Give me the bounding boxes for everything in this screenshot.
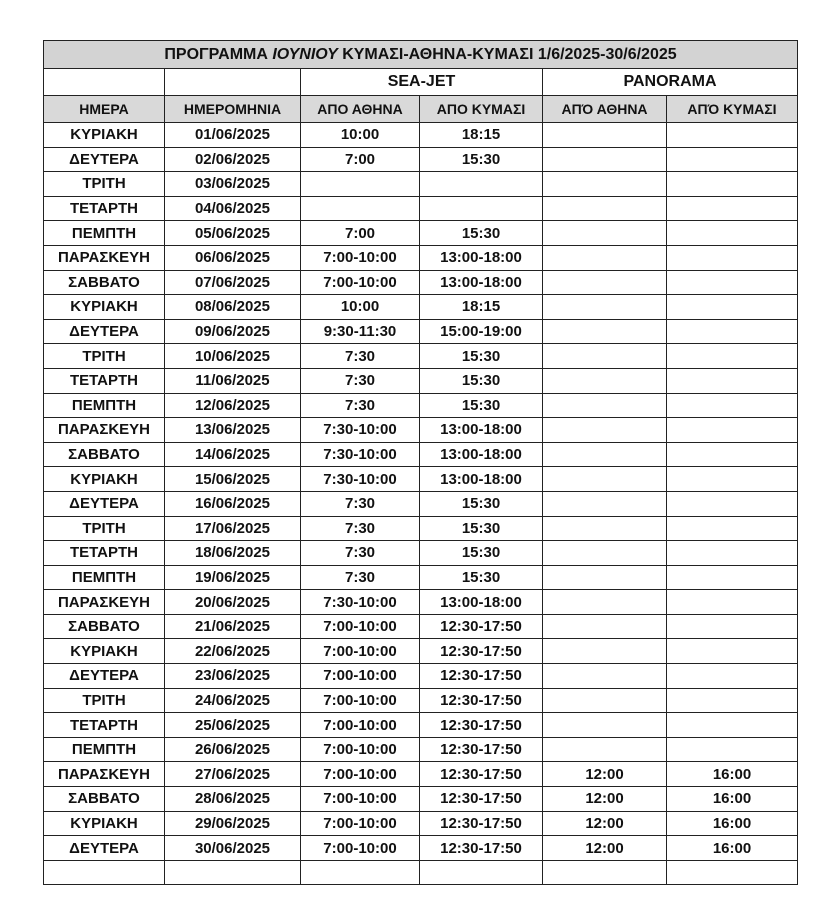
seajet-kymasi-time-cell: 13:00-18:00	[420, 590, 543, 615]
seajet-kymasi-time-cell: 12:30-17:50	[420, 762, 543, 787]
day-cell: ΣΑΒΒΑΤΟ	[44, 442, 165, 467]
panorama-athens-time-cell	[543, 319, 667, 344]
panorama-athens-time-cell	[543, 590, 667, 615]
day-cell: ΚΥΡΙΑΚΗ	[44, 295, 165, 320]
table-row	[44, 614, 798, 639]
seajet-kymasi-time-cell: 15:30	[420, 491, 543, 516]
panorama-athens-time-cell: 12:00	[543, 836, 667, 861]
seajet-athens-time-cell: 10:00	[301, 123, 420, 148]
date-cell: 26/06/2025	[165, 737, 301, 762]
panorama-athens-time-cell	[543, 344, 667, 369]
panorama-athens-time-cell	[543, 270, 667, 295]
company-panorama: PANORAMA	[543, 69, 798, 96]
seajet-athens-time-cell: 7:00-10:00	[301, 245, 420, 270]
seajet-kymasi-time-cell: 15:30	[420, 393, 543, 418]
seajet-athens-time-cell: 7:00-10:00	[301, 688, 420, 713]
date-cell: 08/06/2025	[165, 295, 301, 320]
day-cell: ΔΕΥΤΕΡΑ	[44, 491, 165, 516]
panorama-athens-time-cell	[543, 393, 667, 418]
blank-cell	[543, 860, 667, 885]
seajet-athens-time-cell: 9:30-11:30	[301, 319, 420, 344]
panorama-athens-time-cell	[543, 664, 667, 689]
panorama-athens-time-cell	[543, 123, 667, 148]
panorama-kymasi-time-cell	[667, 664, 798, 689]
seajet-kymasi-time-cell	[420, 196, 543, 221]
date-cell: 04/06/2025	[165, 196, 301, 221]
panorama-kymasi-time-cell	[667, 393, 798, 418]
panorama-kymasi-time-cell: 16:00	[667, 836, 798, 861]
date-cell: 05/06/2025	[165, 221, 301, 246]
day-cell: ΤΕΤΑΡΤΗ	[44, 541, 165, 566]
date-cell: 02/06/2025	[165, 147, 301, 172]
seajet-athens-time-cell: 10:00	[301, 295, 420, 320]
date-cell: 27/06/2025	[165, 762, 301, 787]
date-cell: 21/06/2025	[165, 614, 301, 639]
panorama-kymasi-time-cell	[667, 590, 798, 615]
panorama-kymasi-time-cell	[667, 245, 798, 270]
date-cell: 07/06/2025	[165, 270, 301, 295]
panorama-kymasi-time-cell	[667, 147, 798, 172]
seajet-kymasi-time-cell: 18:15	[420, 123, 543, 148]
table-row	[44, 565, 798, 590]
day-cell: ΤΕΤΑΡΤΗ	[44, 713, 165, 738]
day-cell: ΠΑΡΑΣΚΕΥΗ	[44, 418, 165, 443]
table-row	[44, 245, 798, 270]
blank-cell	[165, 860, 301, 885]
date-cell: 12/06/2025	[165, 393, 301, 418]
table-row	[44, 541, 798, 566]
seajet-athens-time-cell: 7:30-10:00	[301, 467, 420, 492]
date-cell: 14/06/2025	[165, 442, 301, 467]
table-row	[44, 172, 798, 197]
date-cell: 28/06/2025	[165, 787, 301, 812]
schedule-title	[44, 41, 798, 69]
seajet-kymasi-time-cell: 13:00-18:00	[420, 442, 543, 467]
seajet-kymasi-time-cell: 12:30-17:50	[420, 639, 543, 664]
date-cell: 23/06/2025	[165, 664, 301, 689]
table-row	[44, 123, 798, 148]
panorama-athens-time-cell	[543, 614, 667, 639]
table-row	[44, 368, 798, 393]
table-row	[44, 787, 798, 812]
title-route-dates: ΚΥΜΑΣΙ-ΑΘΗΝΑ-ΚΥΜΑΣΙ 1/6/2025-30/6/2025	[337, 45, 677, 63]
seajet-athens-time-cell: 7:00-10:00	[301, 270, 420, 295]
day-cell: ΠΕΜΠΤΗ	[44, 221, 165, 246]
seajet-kymasi-time-cell: 12:30-17:50	[420, 787, 543, 812]
seajet-kymasi-time-cell: 15:30	[420, 541, 543, 566]
header-seajet-from-kymasi: ΑΠΟ ΚΥΜΑΣΙ	[420, 96, 543, 123]
panorama-kymasi-time-cell	[667, 368, 798, 393]
seajet-kymasi-time-cell: 13:00-18:00	[420, 418, 543, 443]
header-seajet-from-athens: ΑΠΟ ΑΘΗΝΑ	[301, 96, 420, 123]
seajet-athens-time-cell: 7:00-10:00	[301, 836, 420, 861]
day-cell: ΚΥΡΙΑΚΗ	[44, 639, 165, 664]
seajet-athens-time-cell: 7:00-10:00	[301, 713, 420, 738]
date-cell: 19/06/2025	[165, 565, 301, 590]
panorama-athens-time-cell: 12:00	[543, 787, 667, 812]
seajet-kymasi-time-cell: 12:30-17:50	[420, 836, 543, 861]
panorama-athens-time-cell	[543, 737, 667, 762]
day-cell: ΤΡΙΤΗ	[44, 688, 165, 713]
panorama-kymasi-time-cell	[667, 172, 798, 197]
panorama-kymasi-time-cell	[667, 491, 798, 516]
seajet-athens-time-cell	[301, 196, 420, 221]
panorama-kymasi-time-cell	[667, 319, 798, 344]
panorama-kymasi-time-cell: 16:00	[667, 762, 798, 787]
table-row	[44, 664, 798, 689]
seajet-athens-time-cell: 7:00-10:00	[301, 664, 420, 689]
seajet-kymasi-time-cell: 15:30	[420, 344, 543, 369]
table-row	[44, 516, 798, 541]
panorama-athens-time-cell	[543, 368, 667, 393]
table-row	[44, 737, 798, 762]
seajet-athens-time-cell: 7:00-10:00	[301, 787, 420, 812]
seajet-kymasi-time-cell: 12:30-17:50	[420, 664, 543, 689]
day-cell: ΔΕΥΤΕΡΑ	[44, 664, 165, 689]
seajet-athens-time-cell: 7:00-10:00	[301, 762, 420, 787]
table-row	[44, 270, 798, 295]
table-row	[44, 221, 798, 246]
date-cell: 15/06/2025	[165, 467, 301, 492]
panorama-kymasi-time-cell	[667, 270, 798, 295]
panorama-athens-time-cell	[543, 688, 667, 713]
seajet-athens-time-cell: 7:30	[301, 541, 420, 566]
date-cell: 09/06/2025	[165, 319, 301, 344]
panorama-athens-time-cell	[543, 541, 667, 566]
blank-cell	[301, 860, 420, 885]
header-date: ΗΜΕΡΟΜΗΝΙΑ	[165, 96, 301, 123]
date-cell: 01/06/2025	[165, 123, 301, 148]
day-cell: ΠΕΜΠΤΗ	[44, 393, 165, 418]
date-cell: 25/06/2025	[165, 713, 301, 738]
seajet-kymasi-time-cell: 15:30	[420, 565, 543, 590]
table-row	[44, 762, 798, 787]
date-cell: 24/06/2025	[165, 688, 301, 713]
seajet-athens-time-cell: 7:30-10:00	[301, 590, 420, 615]
day-cell: ΤΕΤΑΡΤΗ	[44, 196, 165, 221]
panorama-athens-time-cell	[543, 467, 667, 492]
table-row	[44, 442, 798, 467]
title-prefix: ΠΡΟΓΡΑΜΜΑ	[164, 45, 273, 63]
blank-table-row	[44, 860, 798, 885]
table-row	[44, 393, 798, 418]
seajet-athens-time-cell: 7:30-10:00	[301, 418, 420, 443]
seajet-athens-time-cell: 7:00	[301, 221, 420, 246]
seajet-kymasi-time-cell: 18:15	[420, 295, 543, 320]
day-cell: ΠΑΡΑΣΚΕΥΗ	[44, 245, 165, 270]
date-cell: 11/06/2025	[165, 368, 301, 393]
ferry-schedule-table	[43, 40, 798, 885]
seajet-athens-time-cell: 7:30	[301, 565, 420, 590]
panorama-kymasi-time-cell: 16:00	[667, 787, 798, 812]
seajet-kymasi-time-cell: 12:30-17:50	[420, 688, 543, 713]
seajet-athens-time-cell: 7:00-10:00	[301, 639, 420, 664]
seajet-athens-time-cell: 7:30	[301, 344, 420, 369]
panorama-athens-time-cell: 12:00	[543, 762, 667, 787]
seajet-kymasi-time-cell: 12:30-17:50	[420, 811, 543, 836]
seajet-athens-time-cell: 7:00-10:00	[301, 614, 420, 639]
date-cell: 17/06/2025	[165, 516, 301, 541]
seajet-athens-time-cell	[301, 172, 420, 197]
table-row	[44, 295, 798, 320]
seajet-kymasi-time-cell: 15:30	[420, 221, 543, 246]
day-cell: ΔΕΥΤΕΡΑ	[44, 836, 165, 861]
seajet-kymasi-time-cell: 13:00-18:00	[420, 270, 543, 295]
seajet-athens-time-cell: 7:30	[301, 516, 420, 541]
day-cell: ΤΡΙΤΗ	[44, 172, 165, 197]
seajet-kymasi-time-cell: 12:30-17:50	[420, 614, 543, 639]
table-row	[44, 319, 798, 344]
panorama-kymasi-time-cell	[667, 295, 798, 320]
blank-cell	[667, 860, 798, 885]
table-row	[44, 491, 798, 516]
date-cell: 29/06/2025	[165, 811, 301, 836]
day-cell: ΚΥΡΙΑΚΗ	[44, 123, 165, 148]
panorama-athens-time-cell	[543, 172, 667, 197]
day-cell: ΔΕΥΤΕΡΑ	[44, 319, 165, 344]
seajet-athens-time-cell: 7:00-10:00	[301, 737, 420, 762]
date-cell: 22/06/2025	[165, 639, 301, 664]
seajet-kymasi-time-cell: 15:30	[420, 516, 543, 541]
panorama-kymasi-time-cell	[667, 344, 798, 369]
panorama-kymasi-time-cell	[667, 688, 798, 713]
seajet-kymasi-time-cell	[420, 172, 543, 197]
panorama-athens-time-cell	[543, 491, 667, 516]
panorama-kymasi-time-cell	[667, 221, 798, 246]
day-cell: ΣΑΒΒΑΤΟ	[44, 270, 165, 295]
column-header-row	[44, 96, 798, 123]
title-row	[44, 41, 798, 69]
panorama-kymasi-time-cell	[667, 565, 798, 590]
panorama-kymasi-time-cell	[667, 713, 798, 738]
day-cell: ΔΕΥΤΕΡΑ	[44, 147, 165, 172]
day-cell: ΣΑΒΒΑΤΟ	[44, 787, 165, 812]
date-cell: 30/06/2025	[165, 836, 301, 861]
panorama-athens-time-cell	[543, 713, 667, 738]
table-row	[44, 836, 798, 861]
title-month: ΙΟΥΝΙΟΥ	[272, 45, 338, 63]
panorama-athens-time-cell	[543, 418, 667, 443]
date-cell: 20/06/2025	[165, 590, 301, 615]
blank-cell	[44, 860, 165, 885]
panorama-athens-time-cell	[543, 565, 667, 590]
day-cell: ΤΡΙΤΗ	[44, 516, 165, 541]
panorama-kymasi-time-cell	[667, 467, 798, 492]
panorama-athens-time-cell	[543, 147, 667, 172]
table-row	[44, 688, 798, 713]
panorama-kymasi-time-cell	[667, 418, 798, 443]
day-cell: ΠΑΡΑΣΚΕΥΗ	[44, 590, 165, 615]
header-panorama-from-athens: ΑΠΌ ΑΘΗΝΑ	[543, 96, 667, 123]
day-cell: ΠΕΜΠΤΗ	[44, 737, 165, 762]
company-seajet: SEA-JET	[301, 69, 543, 96]
seajet-athens-time-cell: 7:00	[301, 147, 420, 172]
panorama-kymasi-time-cell	[667, 541, 798, 566]
table-row	[44, 713, 798, 738]
panorama-kymasi-time-cell	[667, 614, 798, 639]
company-spacer-date	[165, 69, 301, 96]
table-row	[44, 147, 798, 172]
seajet-athens-time-cell: 7:30-10:00	[301, 442, 420, 467]
date-cell: 16/06/2025	[165, 491, 301, 516]
table-row	[44, 639, 798, 664]
panorama-athens-time-cell	[543, 295, 667, 320]
day-cell: ΠΕΜΠΤΗ	[44, 565, 165, 590]
panorama-kymasi-time-cell	[667, 737, 798, 762]
seajet-kymasi-time-cell: 15:30	[420, 147, 543, 172]
day-cell: ΚΥΡΙΑΚΗ	[44, 811, 165, 836]
header-day: ΗΜΕΡΑ	[44, 96, 165, 123]
day-cell: ΤΕΤΑΡΤΗ	[44, 368, 165, 393]
seajet-kymasi-time-cell: 13:00-18:00	[420, 467, 543, 492]
company-spacer-day	[44, 69, 165, 96]
seajet-athens-time-cell: 7:30	[301, 491, 420, 516]
seajet-kymasi-time-cell: 15:00-19:00	[420, 319, 543, 344]
date-cell: 18/06/2025	[165, 541, 301, 566]
day-cell: ΚΥΡΙΑΚΗ	[44, 467, 165, 492]
header-panorama-from-kymasi: ΑΠΌ ΚΥΜΑΣΙ	[667, 96, 798, 123]
date-cell: 10/06/2025	[165, 344, 301, 369]
seajet-athens-time-cell: 7:30	[301, 393, 420, 418]
table-row	[44, 590, 798, 615]
panorama-kymasi-time-cell	[667, 123, 798, 148]
panorama-athens-time-cell	[543, 245, 667, 270]
date-cell: 03/06/2025	[165, 172, 301, 197]
panorama-athens-time-cell	[543, 442, 667, 467]
seajet-kymasi-time-cell: 13:00-18:00	[420, 245, 543, 270]
panorama-athens-time-cell	[543, 516, 667, 541]
company-row	[44, 69, 798, 96]
panorama-kymasi-time-cell	[667, 516, 798, 541]
seajet-athens-time-cell: 7:30	[301, 368, 420, 393]
panorama-athens-time-cell	[543, 639, 667, 664]
panorama-athens-time-cell: 12:00	[543, 811, 667, 836]
date-cell: 06/06/2025	[165, 245, 301, 270]
panorama-kymasi-time-cell: 16:00	[667, 811, 798, 836]
table-row	[44, 467, 798, 492]
seajet-kymasi-time-cell: 12:30-17:50	[420, 713, 543, 738]
seajet-kymasi-time-cell: 12:30-17:50	[420, 737, 543, 762]
day-cell: ΠΑΡΑΣΚΕΥΗ	[44, 762, 165, 787]
panorama-athens-time-cell	[543, 221, 667, 246]
table-row	[44, 196, 798, 221]
table-row	[44, 418, 798, 443]
day-cell: ΣΑΒΒΑΤΟ	[44, 614, 165, 639]
panorama-kymasi-time-cell	[667, 196, 798, 221]
table-row	[44, 344, 798, 369]
blank-cell	[420, 860, 543, 885]
seajet-athens-time-cell: 7:00-10:00	[301, 811, 420, 836]
panorama-kymasi-time-cell	[667, 639, 798, 664]
panorama-athens-time-cell	[543, 196, 667, 221]
table-row	[44, 811, 798, 836]
date-cell: 13/06/2025	[165, 418, 301, 443]
day-cell: ΤΡΙΤΗ	[44, 344, 165, 369]
seajet-kymasi-time-cell: 15:30	[420, 368, 543, 393]
panorama-kymasi-time-cell	[667, 442, 798, 467]
